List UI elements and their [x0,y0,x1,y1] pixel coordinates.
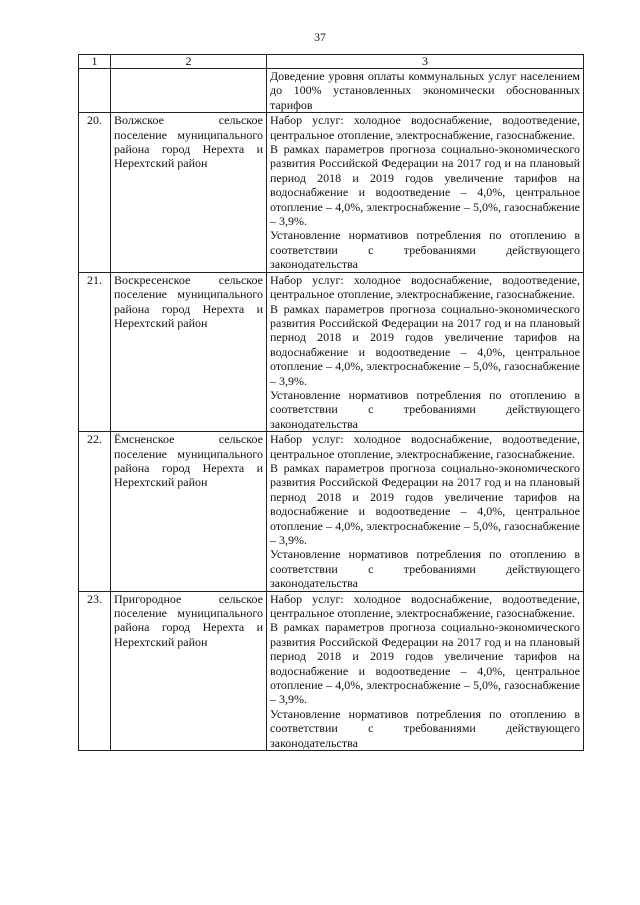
services-text: Набор услуг: холодное водоснабжение, водоотведение, центральное отопление, электроснабжение, газоснабжение. [270,272,580,302]
settlement-name: Волжское сельское поселение муниципального района город Нерехта и Нерехтский район [111,113,267,272]
norms-text: Установление нормативов потребления по отоплению в соответствии с требованиями действующего законодательства [270,706,580,750]
table-row [79,113,584,272]
table-header-row [79,55,584,69]
page-number: 37 [314,32,326,44]
norms-text: Установление нормативов потребления по отоплению в соответствии с требованиями действующего законодательства [270,387,580,431]
row-description [267,432,584,591]
row-description [267,272,584,431]
table-row [79,432,584,591]
continuation-num-cell [79,69,111,113]
services-text: Набор услуг: холодное водоснабжение, водоотведение, центральное отопление, электроснабжение, газоснабжение. [270,113,580,142]
services-text: Набор услуг: холодное водоснабжение, водоотведение, центральное отопление, электроснабжение, газоснабжение. [270,432,580,461]
forecast-text: В рамках параметров прогноза социально-экономического развития Российской Федерации на 2017 год и на плановый период 2018 и 2019 годов увеличение тарифов на водоснабжение и водоотведение – 4,0%, центральное отопление – 4,0%, электроснабжение – 5,0%, газоснабжение – 3,9%. [270,301,580,388]
continuation-row [79,69,584,113]
settlement-name: Ёмсненское сельское поселение муниципального района город Нерехта и Нерехтский район [111,432,267,591]
norms-text: Установление нормативов потребления по отоплению в соответствии с требованиями действующего законодательства [270,228,580,272]
tariff-table [78,54,584,751]
row-description [267,591,584,750]
header-col-2: 2 [111,55,267,69]
forecast-text: В рамках параметров прогноза социально-экономического развития Российской Федерации на 2017 год и на плановый период 2018 и 2019 годов увеличение тарифов на водоснабжение и водоотведение – 4,0%, центральное отопление – 4,0%, электроснабжение – 5,0%, газоснабжение – 3,9%. [270,620,580,707]
row-number: 23. [79,591,111,750]
table-row [79,272,584,431]
norms-text: Установление нормативов потребления по отоплению в соответствии с требованиями действующего законодательства [270,547,580,591]
row-number: 21. [79,272,111,431]
table-row [79,591,584,750]
row-number: 22. [79,432,111,591]
continuation-text: Доведение уровня оплаты коммунальных услуг населением до 100% установленных экономически обоснованных тарифов [267,69,584,113]
settlement-name: Воскресенское сельское поселение муниципального района город Нерехта и Нерехтский район [111,272,267,431]
continuation-name-cell [111,69,267,113]
header-col-1: 1 [79,55,111,69]
forecast-text: В рамках параметров прогноза социально-экономического развития Российской Федерации на 2017 год и на плановый период 2018 и 2019 годов увеличение тарифов на водоснабжение и водоотведение – 4,0%, центральное отопление – 4,0%, электроснабжение – 5,0%, газоснабжение – 3,9%. [270,460,580,547]
services-text: Набор услуг: холодное водоснабжение, водоотведение, центральное отопление, электроснабжение, газоснабжение. [270,591,580,621]
row-number: 20. [79,113,111,272]
header-col-3: 3 [267,55,584,69]
forecast-text: В рамках параметров прогноза социально-экономического развития Российской Федерации на 2017 год и на плановый период 2018 и 2019 годов увеличение тарифов на водоснабжение и водоотведение – 4,0%, центральное отопление – 4,0%, электроснабжение – 5,0%, газоснабжение – 3,9%. [270,142,580,229]
row-description [267,113,584,272]
settlement-name: Пригородное сельское поселение муниципального района город Нерехта и Нерехтский район [111,591,267,750]
